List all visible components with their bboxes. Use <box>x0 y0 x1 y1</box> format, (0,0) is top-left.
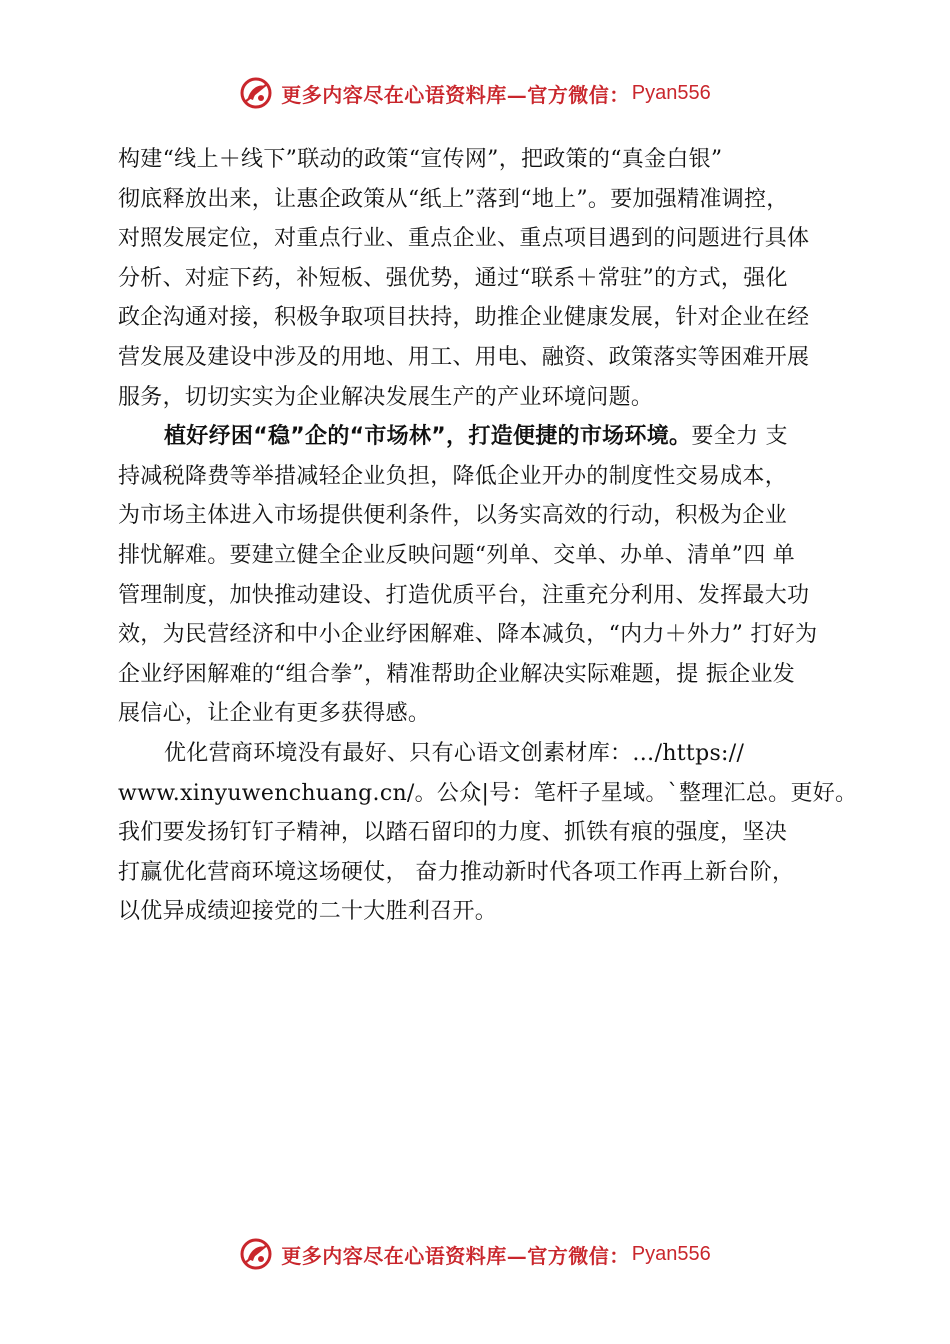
text-line: 营发展及建设中涉及的用地、用工、用电、融资、政策落实等困难开展 <box>118 344 810 370</box>
brand-logo-icon <box>239 76 273 110</box>
text-line: 我们要发扬钉钉子精神，以踏石留印的力度、抓铁有痕的强度，坚决 <box>118 820 788 846</box>
text-line: 分析、对症下药，补短板、强优势，通过“联系＋常驻”的方式，强化 <box>118 265 788 291</box>
paragraph-conclusion <box>118 734 860 932</box>
brand-logo-icon <box>239 1237 273 1271</box>
text-line: 持减税降费等举措减轻企业负担，降低企业开办的制度性交易成本， <box>118 463 788 489</box>
text-line: 效，为民营经济和中小企业纾困解难、降本减负，“内力＋外力” 打好为 <box>118 622 818 648</box>
text-line: 构建“线上＋线下”联动的政策“宣传网”，把政策的“真金白银” <box>118 147 723 172</box>
document-body <box>118 140 860 932</box>
section-heading: 植好纾困“稳”企的“市场林”，打造便捷的市场环境。 <box>164 424 692 450</box>
header-watermark <box>0 71 950 115</box>
text-run: 要全力 支 <box>691 424 788 450</box>
text-line: 为市场主体进入市场提供便利条件，以务实高效的行动，积极为企业 <box>118 503 788 529</box>
watermark-text: 更多内容尽在心语资料库—官方微信： <box>281 82 630 107</box>
footer-watermark <box>0 1232 950 1276</box>
text-line: 对照发展定位，对重点行业、重点企业、重点项目遇到的问题进行具体 <box>118 226 810 252</box>
text-line: 打赢优化营商环境这场硬仗， 奋力推动新时代各项工作再上新台阶， <box>118 859 795 885</box>
text-line: 服务，切切实实为企业解决发展生产的产业环境问题。 <box>118 384 654 410</box>
text-line: www.xinyuwenchuang.cn/。公众|号：笔杆子星域。`整理汇总。更好。 <box>118 780 858 806</box>
watermark-wechat-id: Pyan556 <box>631 1242 711 1265</box>
paragraph-market-environment <box>118 417 860 734</box>
paragraph-policy-promotion <box>118 140 860 417</box>
text-line: 管理制度，加快推动建设、打造优质平台，注重充分利用、发挥最大功 <box>118 582 810 608</box>
text-line: 彻底释放出来，让惠企政策从“纸上”落到“地上”。要加强精准调控， <box>118 186 789 212</box>
text-line: 政企沟通对接，积极争取项目扶持，助推企业健康发展，针对企业在经 <box>118 305 810 331</box>
watermark-wechat-id: Pyan556 <box>631 81 711 104</box>
watermark-text: 更多内容尽在心语资料库—官方微信： <box>281 1243 630 1268</box>
text-line: 展信心，让企业有更多获得感。 <box>118 701 431 727</box>
text-line: 企业纾困解难的“组合拳”，精准帮助企业解决实际难题，提 振企业发 <box>118 661 796 687</box>
text-line: 优化营商环境没有最好、只有心语文创素材库：…/https:// <box>164 740 745 766</box>
text-line <box>118 417 860 457</box>
text-line: 以优异成绩迎接党的二十大胜利召开。 <box>118 899 498 925</box>
text-line: 排忧解难。要建立健全企业反映问题“列单、交单、办单、清单”四 单 <box>118 542 796 568</box>
